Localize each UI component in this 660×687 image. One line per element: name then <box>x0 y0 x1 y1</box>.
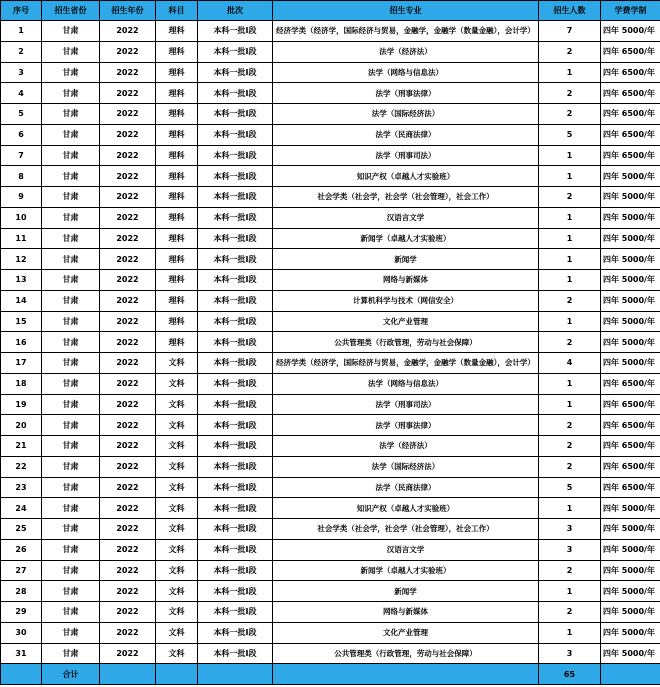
year-cell: 2022 <box>100 581 156 602</box>
year-cell: 2022 <box>100 353 156 374</box>
row-number: 16 <box>1 332 42 353</box>
count-cell: 4 <box>539 353 601 374</box>
batch-cell: 本科一批Ⅰ段 <box>198 602 273 623</box>
subject-cell: 文科 <box>156 373 198 394</box>
row-number: 28 <box>1 581 42 602</box>
table-row <box>1 560 660 581</box>
province-cell: 甘肃 <box>42 602 100 623</box>
batch-cell: 本科一批Ⅰ段 <box>198 332 273 353</box>
province-cell: 甘肃 <box>42 560 100 581</box>
count-cell: 1 <box>539 311 601 332</box>
row-number: 24 <box>1 498 42 519</box>
row-number: 4 <box>1 83 42 104</box>
subject-cell: 文科 <box>156 643 198 664</box>
year-cell: 2022 <box>100 62 156 83</box>
table-row <box>1 373 660 394</box>
fee-cell: 四年 5000/年 <box>601 228 660 249</box>
subject-cell: 理科 <box>156 207 198 228</box>
province-cell: 甘肃 <box>42 21 100 42</box>
count-cell: 1 <box>539 622 601 643</box>
fee-cell: 四年 5000/年 <box>601 539 660 560</box>
subject-cell: 理科 <box>156 228 198 249</box>
major-cell: 经济学类（经济学，国际经济与贸易，金融学，金融学（数量金融），会计学） <box>273 353 539 374</box>
row-number: 27 <box>1 560 42 581</box>
row-number: 8 <box>1 166 42 187</box>
count-cell: 7 <box>539 21 601 42</box>
year-cell: 2022 <box>100 249 156 270</box>
major-cell: 社会学类（社会学，社会学（社会管理），社会工作） <box>273 187 539 208</box>
fee-cell: 四年 6500/年 <box>601 83 660 104</box>
table-row <box>1 104 660 125</box>
row-number: 21 <box>1 436 42 457</box>
batch-cell: 本科一批Ⅰ段 <box>198 311 273 332</box>
table-row <box>1 353 660 374</box>
subject-cell: 文科 <box>156 622 198 643</box>
subject-cell: 理科 <box>156 41 198 62</box>
year-cell: 2022 <box>100 373 156 394</box>
year-cell: 2022 <box>100 602 156 623</box>
row-number: 11 <box>1 228 42 249</box>
year-cell: 2022 <box>100 145 156 166</box>
year-cell: 2022 <box>100 270 156 291</box>
major-cell: 法学（民商法律） <box>273 477 539 498</box>
fee-cell: 四年 6500/年 <box>601 62 660 83</box>
batch-cell: 本科一批Ⅰ段 <box>198 394 273 415</box>
header-major: 招生专业 <box>273 1 539 21</box>
count-cell: 3 <box>539 539 601 560</box>
row-number: 19 <box>1 394 42 415</box>
batch-cell: 本科一批Ⅰ段 <box>198 456 273 477</box>
year-cell: 2022 <box>100 21 156 42</box>
table-row <box>1 581 660 602</box>
subject-cell: 文科 <box>156 415 198 436</box>
province-cell: 甘肃 <box>42 415 100 436</box>
row-number: 18 <box>1 373 42 394</box>
fee-cell: 四年 5000/年 <box>601 207 660 228</box>
subject-cell: 文科 <box>156 602 198 623</box>
table-row <box>1 415 660 436</box>
year-cell: 2022 <box>100 104 156 125</box>
fee-cell: 四年 6500/年 <box>601 415 660 436</box>
count-cell: 1 <box>539 394 601 415</box>
table-row <box>1 21 660 42</box>
province-cell: 甘肃 <box>42 104 100 125</box>
footer-blank-3 <box>156 664 198 685</box>
table-row <box>1 519 660 540</box>
row-number: 12 <box>1 249 42 270</box>
table-row <box>1 187 660 208</box>
subject-cell: 理科 <box>156 124 198 145</box>
year-cell: 2022 <box>100 498 156 519</box>
batch-cell: 本科一批Ⅰ段 <box>198 207 273 228</box>
fee-cell: 四年 5000/年 <box>601 622 660 643</box>
subject-cell: 理科 <box>156 21 198 42</box>
province-cell: 甘肃 <box>42 145 100 166</box>
row-number: 6 <box>1 124 42 145</box>
row-number: 29 <box>1 602 42 623</box>
province-cell: 甘肃 <box>42 394 100 415</box>
batch-cell: 本科一批Ⅰ段 <box>198 353 273 374</box>
footer-blank-4 <box>198 664 273 685</box>
province-cell: 甘肃 <box>42 436 100 457</box>
fee-cell: 四年 6500/年 <box>601 124 660 145</box>
major-cell: 汉语言文学 <box>273 207 539 228</box>
footer-row <box>1 664 660 685</box>
province-cell: 甘肃 <box>42 41 100 62</box>
fee-cell: 四年 5000/年 <box>601 581 660 602</box>
major-cell: 法学（刑事司法） <box>273 394 539 415</box>
table-row <box>1 332 660 353</box>
fee-cell: 四年 5000/年 <box>601 498 660 519</box>
fee-cell: 四年 5000/年 <box>601 21 660 42</box>
table-row <box>1 228 660 249</box>
header-batch: 批次 <box>198 1 273 21</box>
batch-cell: 本科一批Ⅰ段 <box>198 83 273 104</box>
year-cell: 2022 <box>100 456 156 477</box>
row-number: 10 <box>1 207 42 228</box>
header-province: 招生省份 <box>42 1 100 21</box>
table-row <box>1 643 660 664</box>
batch-cell: 本科一批Ⅰ段 <box>198 290 273 311</box>
table-row <box>1 539 660 560</box>
year-cell: 2022 <box>100 290 156 311</box>
subject-cell: 理科 <box>156 62 198 83</box>
table-row <box>1 41 660 62</box>
table-row <box>1 83 660 104</box>
count-cell: 5 <box>539 477 601 498</box>
year-cell: 2022 <box>100 415 156 436</box>
fee-cell: 四年 6500/年 <box>601 394 660 415</box>
year-cell: 2022 <box>100 332 156 353</box>
province-cell: 甘肃 <box>42 373 100 394</box>
subject-cell: 文科 <box>156 353 198 374</box>
subject-cell: 理科 <box>156 187 198 208</box>
table-row <box>1 602 660 623</box>
subject-cell: 理科 <box>156 145 198 166</box>
batch-cell: 本科一批Ⅰ段 <box>198 436 273 457</box>
footer-blank-6 <box>601 664 660 685</box>
major-cell: 网络与新媒体 <box>273 270 539 291</box>
subject-cell: 文科 <box>156 394 198 415</box>
batch-cell: 本科一批Ⅰ段 <box>198 373 273 394</box>
batch-cell: 本科一批Ⅰ段 <box>198 166 273 187</box>
year-cell: 2022 <box>100 622 156 643</box>
count-cell: 2 <box>539 41 601 62</box>
major-cell: 法学（网络与信息法） <box>273 62 539 83</box>
year-cell: 2022 <box>100 207 156 228</box>
row-number: 13 <box>1 270 42 291</box>
major-cell: 经济学类（经济学，国际经济与贸易，金融学，金融学（数量金融），会计学） <box>273 21 539 42</box>
table-row <box>1 207 660 228</box>
major-cell: 法学（民商法律） <box>273 124 539 145</box>
year-cell: 2022 <box>100 187 156 208</box>
batch-cell: 本科一批Ⅰ段 <box>198 519 273 540</box>
major-cell: 法学（经济法） <box>273 41 539 62</box>
table-row <box>1 166 660 187</box>
major-cell: 公共管理类（行政管理，劳动与社会保障） <box>273 332 539 353</box>
province-cell: 甘肃 <box>42 166 100 187</box>
footer-blank-2 <box>100 664 156 685</box>
major-cell: 法学（网络与信息法） <box>273 373 539 394</box>
subject-cell: 文科 <box>156 581 198 602</box>
province-cell: 甘肃 <box>42 353 100 374</box>
fee-cell: 四年 6500/年 <box>601 477 660 498</box>
year-cell: 2022 <box>100 477 156 498</box>
batch-cell: 本科一批Ⅰ段 <box>198 62 273 83</box>
year-cell: 2022 <box>100 166 156 187</box>
province-cell: 甘肃 <box>42 519 100 540</box>
count-cell: 1 <box>539 373 601 394</box>
count-cell: 1 <box>539 166 601 187</box>
table-row <box>1 456 660 477</box>
header-subject: 科目 <box>156 1 198 21</box>
subject-cell: 理科 <box>156 249 198 270</box>
province-cell: 甘肃 <box>42 187 100 208</box>
row-number: 17 <box>1 353 42 374</box>
province-cell: 甘肃 <box>42 83 100 104</box>
fee-cell: 四年 5000/年 <box>601 602 660 623</box>
major-cell: 知识产权（卓越人才实验班） <box>273 166 539 187</box>
batch-cell: 本科一批Ⅰ段 <box>198 104 273 125</box>
count-cell: 1 <box>539 498 601 519</box>
count-cell: 2 <box>539 436 601 457</box>
province-cell: 甘肃 <box>42 622 100 643</box>
fee-cell: 四年 5000/年 <box>601 643 660 664</box>
subject-cell: 文科 <box>156 436 198 457</box>
subject-cell: 理科 <box>156 104 198 125</box>
header-fee: 学费学制 <box>601 1 660 21</box>
row-number: 5 <box>1 104 42 125</box>
table-row <box>1 394 660 415</box>
province-cell: 甘肃 <box>42 228 100 249</box>
batch-cell: 本科一批Ⅰ段 <box>198 643 273 664</box>
count-cell: 1 <box>539 62 601 83</box>
major-cell: 法学（国际经济法） <box>273 104 539 125</box>
major-cell: 法学（刑事法律） <box>273 83 539 104</box>
table-row <box>1 270 660 291</box>
count-cell: 5 <box>539 124 601 145</box>
major-cell: 法学（刑事司法） <box>273 145 539 166</box>
province-cell: 甘肃 <box>42 124 100 145</box>
major-cell: 汉语言文学 <box>273 539 539 560</box>
batch-cell: 本科一批Ⅰ段 <box>198 21 273 42</box>
header-count: 招生人数 <box>539 1 601 21</box>
major-cell: 新闻学（卓越人才实验班） <box>273 560 539 581</box>
fee-cell: 四年 5000/年 <box>601 249 660 270</box>
subject-cell: 理科 <box>156 290 198 311</box>
year-cell: 2022 <box>100 228 156 249</box>
year-cell: 2022 <box>100 83 156 104</box>
fee-cell: 四年 5000/年 <box>601 353 660 374</box>
subject-cell: 理科 <box>156 270 198 291</box>
count-cell: 2 <box>539 456 601 477</box>
batch-cell: 本科一批Ⅰ段 <box>198 622 273 643</box>
count-cell: 3 <box>539 519 601 540</box>
count-cell: 2 <box>539 290 601 311</box>
subject-cell: 理科 <box>156 332 198 353</box>
province-cell: 甘肃 <box>42 477 100 498</box>
table-row <box>1 498 660 519</box>
batch-cell: 本科一批Ⅰ段 <box>198 498 273 519</box>
count-cell: 2 <box>539 104 601 125</box>
province-cell: 甘肃 <box>42 207 100 228</box>
row-number: 15 <box>1 311 42 332</box>
year-cell: 2022 <box>100 311 156 332</box>
header-row <box>1 1 660 21</box>
major-cell: 法学（刑事法律） <box>273 415 539 436</box>
subject-cell: 理科 <box>156 83 198 104</box>
table-row <box>1 436 660 457</box>
row-number: 2 <box>1 41 42 62</box>
fee-cell: 四年 6500/年 <box>601 456 660 477</box>
count-cell: 1 <box>539 581 601 602</box>
province-cell: 甘肃 <box>42 456 100 477</box>
row-number: 22 <box>1 456 42 477</box>
year-cell: 2022 <box>100 519 156 540</box>
fee-cell: 四年 6500/年 <box>601 104 660 125</box>
count-cell: 2 <box>539 83 601 104</box>
batch-cell: 本科一批Ⅰ段 <box>198 228 273 249</box>
table-row <box>1 145 660 166</box>
subject-cell: 理科 <box>156 311 198 332</box>
major-cell: 法学（国际经济法） <box>273 456 539 477</box>
header-no: 序号 <box>1 1 42 21</box>
subject-cell: 文科 <box>156 498 198 519</box>
row-number: 23 <box>1 477 42 498</box>
batch-cell: 本科一批Ⅰ段 <box>198 270 273 291</box>
fee-cell: 四年 5000/年 <box>601 332 660 353</box>
major-cell: 法学（经济法） <box>273 436 539 457</box>
table-row <box>1 311 660 332</box>
batch-cell: 本科一批Ⅰ段 <box>198 41 273 62</box>
year-cell: 2022 <box>100 394 156 415</box>
major-cell: 社会学类（社会学，社会学（社会管理），社会工作） <box>273 519 539 540</box>
row-number: 7 <box>1 145 42 166</box>
row-number: 31 <box>1 643 42 664</box>
batch-cell: 本科一批Ⅰ段 <box>198 187 273 208</box>
major-cell: 新闻学（卓越人才实验班） <box>273 228 539 249</box>
year-cell: 2022 <box>100 560 156 581</box>
fee-cell: 四年 6500/年 <box>601 145 660 166</box>
year-cell: 2022 <box>100 41 156 62</box>
province-cell: 甘肃 <box>42 332 100 353</box>
footer-total-label: 合计 <box>42 664 100 685</box>
subject-cell: 理科 <box>156 166 198 187</box>
province-cell: 甘肃 <box>42 249 100 270</box>
fee-cell: 四年 5000/年 <box>601 560 660 581</box>
major-cell: 知识产权（卓越人才实验班） <box>273 498 539 519</box>
province-cell: 甘肃 <box>42 290 100 311</box>
batch-cell: 本科一批Ⅰ段 <box>198 124 273 145</box>
subject-cell: 文科 <box>156 456 198 477</box>
batch-cell: 本科一批Ⅰ段 <box>198 145 273 166</box>
fee-cell: 四年 6500/年 <box>601 436 660 457</box>
count-cell: 1 <box>539 207 601 228</box>
year-cell: 2022 <box>100 124 156 145</box>
table-row <box>1 622 660 643</box>
count-cell: 1 <box>539 249 601 270</box>
row-number: 14 <box>1 290 42 311</box>
footer-total-count: 65 <box>539 664 601 685</box>
row-number: 3 <box>1 62 42 83</box>
batch-cell: 本科一批Ⅰ段 <box>198 581 273 602</box>
table-row <box>1 477 660 498</box>
row-number: 25 <box>1 519 42 540</box>
table-row <box>1 62 660 83</box>
count-cell: 2 <box>539 602 601 623</box>
header-year: 招生年份 <box>100 1 156 21</box>
row-number: 9 <box>1 187 42 208</box>
table-row <box>1 249 660 270</box>
major-cell: 计算机科学与技术（网信安全） <box>273 290 539 311</box>
count-cell: 1 <box>539 145 601 166</box>
table-row <box>1 290 660 311</box>
major-cell: 公共管理类（行政管理，劳动与社会保障） <box>273 643 539 664</box>
major-cell: 新闻学 <box>273 249 539 270</box>
fee-cell: 四年 6500/年 <box>601 373 660 394</box>
subject-cell: 文科 <box>156 519 198 540</box>
subject-cell: 文科 <box>156 539 198 560</box>
province-cell: 甘肃 <box>42 643 100 664</box>
table-row <box>1 124 660 145</box>
fee-cell: 四年 5000/年 <box>601 187 660 208</box>
count-cell: 1 <box>539 270 601 291</box>
fee-cell: 四年 5000/年 <box>601 519 660 540</box>
count-cell: 1 <box>539 228 601 249</box>
year-cell: 2022 <box>100 436 156 457</box>
row-number: 30 <box>1 622 42 643</box>
footer-blank-5 <box>273 664 539 685</box>
batch-cell: 本科一批Ⅰ段 <box>198 249 273 270</box>
count-cell: 2 <box>539 187 601 208</box>
count-cell: 2 <box>539 332 601 353</box>
count-cell: 2 <box>539 560 601 581</box>
batch-cell: 本科一批Ⅰ段 <box>198 539 273 560</box>
province-cell: 甘肃 <box>42 62 100 83</box>
row-number: 1 <box>1 21 42 42</box>
major-cell: 网络与新媒体 <box>273 602 539 623</box>
batch-cell: 本科一批Ⅰ段 <box>198 560 273 581</box>
major-cell: 文化产业管理 <box>273 311 539 332</box>
batch-cell: 本科一批Ⅰ段 <box>198 415 273 436</box>
subject-cell: 文科 <box>156 560 198 581</box>
year-cell: 2022 <box>100 643 156 664</box>
footer-blank-1 <box>1 664 42 685</box>
major-cell: 文化产业管理 <box>273 622 539 643</box>
subject-cell: 文科 <box>156 477 198 498</box>
major-cell: 新闻学 <box>273 581 539 602</box>
province-cell: 甘肃 <box>42 581 100 602</box>
province-cell: 甘肃 <box>42 539 100 560</box>
row-number: 20 <box>1 415 42 436</box>
fee-cell: 四年 5000/年 <box>601 311 660 332</box>
province-cell: 甘肃 <box>42 270 100 291</box>
year-cell: 2022 <box>100 539 156 560</box>
fee-cell: 四年 5000/年 <box>601 290 660 311</box>
fee-cell: 四年 6500/年 <box>601 41 660 62</box>
province-cell: 甘肃 <box>42 311 100 332</box>
fee-cell: 四年 5000/年 <box>601 166 660 187</box>
count-cell: 3 <box>539 643 601 664</box>
fee-cell: 四年 5000/年 <box>601 270 660 291</box>
count-cell: 2 <box>539 415 601 436</box>
row-number: 26 <box>1 539 42 560</box>
province-cell: 甘肃 <box>42 498 100 519</box>
batch-cell: 本科一批Ⅰ段 <box>198 477 273 498</box>
